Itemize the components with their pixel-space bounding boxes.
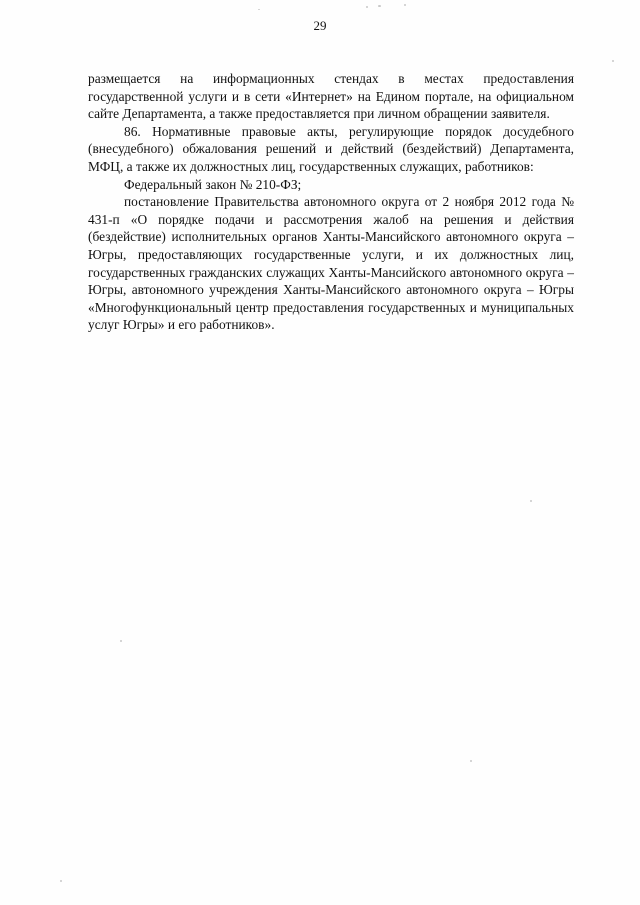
scan-speckle <box>470 760 472 762</box>
scan-speckle <box>404 4 406 6</box>
paragraph-continuation: размещается на информационных стендах в местах предоставления государственной услуги и в сети «Интернет» на Едином портале, на официальном сайте Департамента, а также предоставляется при личном обращении заявителя. <box>88 71 574 122</box>
paragraph-item-86: 86. Нормативные правовые акты, регулирующие порядок досудебного (внесудебного) обжалования решений и действий (бездействий) Департамента, МФЦ, а также их должностных лиц, государственных служащих, работников: <box>88 123 574 174</box>
scan-speckle <box>366 6 368 8</box>
scan-speckle <box>612 60 614 62</box>
paragraph-federal-law: Федеральный закон № 210-ФЗ; <box>124 176 302 192</box>
paragraph-government-resolution: постановление Правительства автономного округа от 2 ноября 2012 года № 431-п «О порядке подачи и рассмотрения жалоб на решения и действия (бездействие) исполнительных органов Ханты-Мансийского автономного округа – Югры, предоставляющих государственные услуги, и их должностных лиц, государственных гражданских служащих Ханты-Мансийского автономного округа – Югры, автономного учреждения Ханты-Мансийского автономного округа – Югры «Многофункциональный центр предоставления государственных и муниципальных услуг Югры» и его работников». <box>88 194 574 333</box>
scan-speckle <box>120 640 122 642</box>
scan-speckle <box>378 5 381 7</box>
scan-speckle <box>60 880 62 882</box>
page-number: 29 <box>313 18 327 33</box>
document-body <box>88 70 574 334</box>
scan-speckle <box>258 9 260 10</box>
scan-speckle <box>530 500 532 502</box>
